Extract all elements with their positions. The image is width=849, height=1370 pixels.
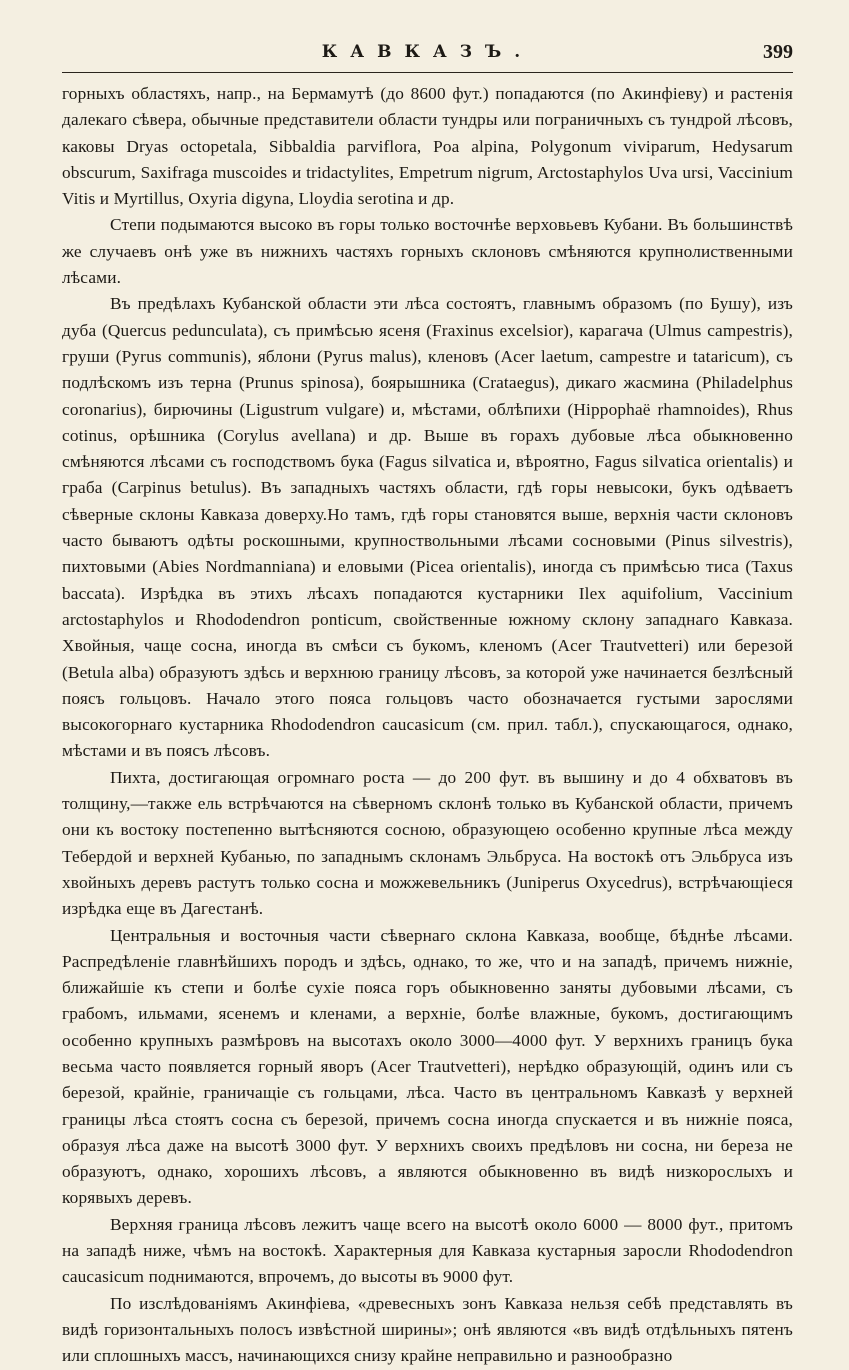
page-header <box>62 38 793 73</box>
paragraph-continued: горныхъ областяхъ, напр., на Бермамутѣ (до 8600 фут.) попадаются (по Акинфіеву) и растенія далекаго сѣвера, обычные представители области тундры или пограничныхъ съ тундрой лѣсовъ, каковы Dryas octopetala, Sibbaldia parviflora, Poa alpina, Polygonum viviparum, Hedysarum obscurum, Saxifraga muscoides и tridactylites, Empetrum nigrum, Arctostaphylos Uva ursi, Vaccinium Vitis и Myrtillus, Oxyria digyna, Lloydia serotina и др. <box>62 84 793 209</box>
paragraph-fir: Пихта, достигающая огромнаго роста — до 200 фут. въ вышину и до 4 обхватовъ въ толщину,—также ель встрѣчаются на сѣверномъ склонѣ только въ Кубанской области, причемъ они къ востоку постепенно вытѣсняются сосною, образующею особенно крупные лѣса между Тебердой и верхней Кубанью, по западнымъ склонамъ Эльбруса. На востокѣ отъ Эльбруса изъ хвойныхъ деревъ растутъ только сосна и можжевельникъ (Juniperus Oxycedrus), встрѣчающіеся изрѣдка еще въ Дагестанѣ. <box>62 767 793 919</box>
running-title: КАВКАЗЪ. <box>321 42 534 62</box>
paragraph-central-eastern: Центральныя и восточныя части сѣвернаго склона Кавказа, вообще, бѣднѣе лѣсами. Распредѣленіе главнѣйшихъ породъ и здѣсь, однако, то же, что и на западѣ, причемъ нижніе, ближайшіе къ степи и болѣе сухіе пояса горъ обыкновенно заняты дубовыми лѣсами, съ грабомъ, ильмами, ясенемъ и кленами, а верхніе, болѣе влажные, букомъ, достигающимъ особенно крупныхъ размѣровъ на высотахъ около 3000—4000 фут. У верхнихъ границъ бука весьма часто появляется горный яворъ (Acer Trautvetteri), нерѣдко образующій, одинъ или съ березой, крайніе, граничащіе съ гольцами, лѣса. Часто въ центральномъ Кавказѣ у верхней границы лѣса стоятъ сосна съ березой, причемъ сосна иногда спускается и въ нижніе пояса, образуя лѣса даже на высотѣ 3000 фут. У верхнихъ своихъ предѣловъ ни сосна, ни береза не образуютъ, однако, хорошихъ лѣсовъ, а являются обыкновенно въ видѣ низкорослыхъ и корявыхъ деревъ. <box>62 925 793 1208</box>
paragraph-kuban-forests: Въ предѣлахъ Кубанской области эти лѣса состоятъ, главнымъ образомъ (по Бушу), изъ дуба (Quercus pedunculata), съ примѣсью ясеня (Fraxinus excelsior), карагача (Ulmus campestris), груши (Pyrus communis), яблони (Pyrus malus), кленовъ (Acer laetum, campestre и tataricum), съ подлѣскомъ изъ терна (Prunus spinosa), боярышника (Crataegus), дикаго жасмина (Philadelphus coronarius), бирючины (Ligustrum vulgare) и, мѣстами, облѣпихи (Hippophaë rhamnoides), Rhus cotinus, орѣшника (Corylus avellana) и др. Выше въ горахъ дубовые лѣса обыкновенно смѣняются лѣсами съ господствомъ бука (Fagus silvatica и, вѣроятно, Fagus silvatica orientalis) и граба (Carpinus betulus). Въ западныхъ частяхъ области, гдѣ горы невысоки, букъ одѣваетъ сѣверные склоны Кавказа доверху.Но тамъ, гдѣ горы становятся выше, верхнія части склоновъ часто бываютъ одѣты роскошными, крупноствольными лѣсами сосновыми (Pinus silvestris), пихтовыми (Abies Nordmanniana) и еловыми (Picea orientalis), иногда съ примѣсью тиса (Taxus baccata). Изрѣдка въ этихъ лѣсахъ попадаются кустарники Ilex aquifolium, Vaccinium arctostaphylos и Rhododendron ponticum, свойственные южному склону западнаго Кавказа. Хвойныя, чаще сосна, иногда въ смѣси съ букомъ, кленомъ (Acer Trautvetteri) или березой (Betula alba) образуютъ здѣсь и верхнюю границу лѣсовъ, за которой уже начинается безлѣсный поясъ гольцовъ. Начало этого пояса гольцовъ часто обозначается густыми зарослями высокогорнаго кустарника Rhododendron caucasicum (см. прил. табл.), спускающагося, однако, мѣстами и въ поясъ лѣсовъ. <box>62 294 793 761</box>
paragraph-upper-limit: Верхняя граница лѣсовъ лежитъ чаще всего на высотѣ около 6000 — 8000 фут., притомъ на западѣ ниже, чѣмъ на востокѣ. Характерныя для Кавказа кустарныя заросли Rhododendron caucasicum поднимаются, впрочемъ, до высоты въ 9000 фут. <box>62 1214 793 1287</box>
paragraph-akinfiev: По изслѣдованіямъ Акинфіева, «древесныхъ зонъ Кавказа нельзя себѣ представлять въ видѣ горизонтальныхъ полосъ извѣстной ширины»; онѣ являются «въ видѣ отдѣльныхъ пятенъ или сплошныхъ массъ, начинающихся снизу крайне неправильно и разнообразно <box>62 1293 793 1366</box>
paragraph-steppes: Степи подымаются высоко въ горы только восточнѣе верховьевъ Кубани. Въ большинствѣ же случаевъ онѣ уже въ нижнихъ частяхъ горныхъ склоновъ смѣняются крупнолиственными лѣсами. <box>62 215 793 288</box>
body-text <box>62 81 793 1370</box>
page-number: 399 <box>763 41 793 63</box>
